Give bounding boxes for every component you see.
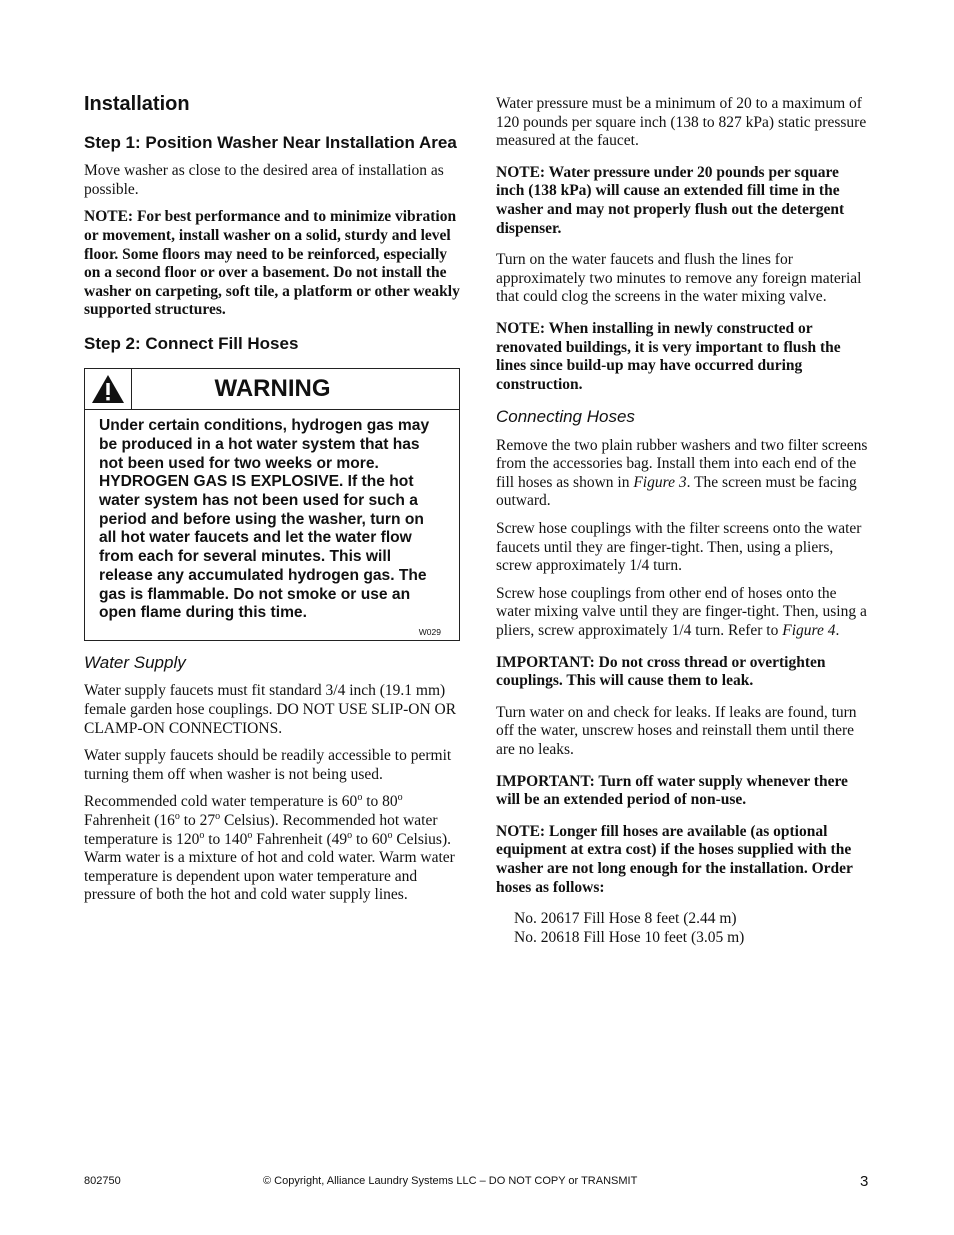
longer-hoses-note: NOTE: Longer fill hoses are available (as optional equipment at extra cost) if the hoses supplied with the washer are not long enough for the installation. Order hoses as follows: [496,822,853,896]
warning-box [84,368,460,641]
section-title: Installation [84,93,190,115]
warning-triangle-icon [85,369,132,409]
step1-paragraph: Move washer as close to the desired area of installation as possible. [84,162,444,198]
water-supply-paragraph-1: Water supply faucets must fit standard 3/4 inch (19.1 mm) female garden hose couplings. DO NOT USE SLIP-ON OR CLAMP-ON CONNECTIONS. [84,682,457,737]
step2-heading: Step 2: Connect Fill Hoses [84,334,299,353]
pressure-note: NOTE: Water pressure under 20 pounds per square inch (138 kPa) will cause an extended fill time in the washer and may not properly flush out the detergent dispenser. [496,163,845,237]
connecting-paragraph-2: Screw hose couplings with the filter screens onto the water faucets until they are finger-tight. Then, using a pliers, screw approximately 1/4 turn. [496,520,862,575]
important-water-off: IMPORTANT: Turn off water supply whenever there will be an extended period of non-use. [496,772,848,809]
warning-text: Under certain conditions, hydrogen gas may be produced in a hot water system that has not been used for two weeks or more. HYDROGEN GAS IS EXPLOSIVE. If the hot water system has not been used for such a period and before using the washer, turn on all hot water faucets and let the water flow from each for several minutes. This will release any accumulated hydrogen gas. The gas is flammable. Do not smoke or use an open flame during this time. [99,417,430,622]
right-column [496,95,870,947]
page-number: 3 [860,1173,869,1190]
figure-3-reference: Figure 3 [633,473,687,491]
warning-header [85,369,459,410]
pressure-paragraph: Water pressure must be a minimum of 20 to a maximum of 120 pounds per square inch (138 to 827 kPa) static pressure measured at the faucet. [496,95,867,150]
left-column [84,92,460,914]
temperature-paragraph: Recommended cold water temperature is 60$^o$ to 80$^o$ Fahrenheit (16$^o$ to 27$^o$ Celsius). Recommended hot water temperature is 120$^o$ to 140$^o$ Fahrenheit (49$^o$ to 60$^o$ Celsius). Warm water is a mixture of hot and cold water. Warm water temperature is dependent upon water temperature and pressure of both the hot and cold water supply lines. [84,792,455,904]
list-item: No. 20618 Fill Hose 10 feet (3.05 m) [514,928,745,946]
new-building-note: NOTE: When installing in newly constructed or renovated buildings, it is very important to flush the lines since build-up may have occurred during construction. [496,319,841,393]
water-supply-heading: Water Supply [84,652,186,672]
warning-code: W029 [418,626,441,637]
copyright-notice: © Copyright, Alliance Laundry Systems LLC – DO NOT COPY or TRANSMIT [263,1175,638,1187]
warning-title: WARNING [214,375,331,403]
important-cross-thread: IMPORTANT: Do not cross thread or overtighten couplings. This will cause them to leak. [496,653,826,690]
connecting-hoses-heading: Connecting Hoses [496,407,635,427]
connecting-paragraph-1: Remove the two plain rubber washers and two filter screens from the accessories bag. Install them into each end of the fill hoses as shown in Figure 3. The screen must be facing outward. [496,436,868,510]
leaks-paragraph: Turn water on and check for leaks. If leaks are found, turn off the water, unscrew hoses and reinstall them until there are no leaks. [496,703,857,759]
step1-heading: Step 1: Position Washer Near Installation Area [84,133,457,152]
list-item: No. 20617 Fill Hose 8 feet (2.44 m) [514,910,737,928]
flush-paragraph: Turn on the water faucets and flush the lines for approximately two minutes to remove any foreign material that could clog the screens in the water mixing valve. [496,251,862,306]
hose-list [496,910,870,947]
step1-note: NOTE: For best performance and to minimize vibration or movement, install washer on a solid, sturdy and level floor. Some floors may need to be reinforced, especially on a second floor or over a basement. Do not install the washer on carpeting, soft tile, a platform or other weakly supported structures. [84,208,460,319]
part-number: 802750 [84,1175,121,1187]
connecting-paragraph-3: Screw hose couplings from other end of hoses onto the water mixing valve until they are finger-tight. Then, using a pliers, screw approximately 1/4 turn. Refer to Figure 4. [496,584,867,640]
water-supply-paragraph-2: Water supply faucets should be readily accessible to permit turning them off when washer is not being used. [84,747,452,783]
figure-4-reference: Figure 4 [782,622,836,640]
